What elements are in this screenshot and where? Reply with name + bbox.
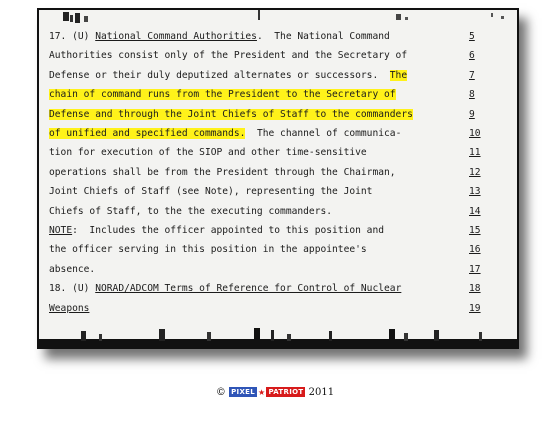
line-text-segment: the officer serving in this position in the appointee's (49, 244, 367, 256)
copyright-notice (0, 387, 550, 398)
pixel-patriot-logo-part-b: PATRIOT (268, 388, 304, 396)
highlighted-text: Defense and through the Joint Chiefs of Staff to the commanders (49, 108, 413, 120)
line-text-segment: Weapons (49, 302, 90, 314)
logo-star-icon: ★ (257, 388, 266, 397)
line-number: 5 (469, 31, 475, 42)
line-number: 13 (469, 186, 481, 198)
line-number: 16 (469, 244, 481, 256)
line-text-segment: NORAD/ADCOM Terms of Reference for Control of Nuclear (95, 283, 402, 295)
pixel-patriot-logo-part-a: PIXEL (231, 388, 255, 396)
document-line (49, 66, 449, 85)
document-line (49, 105, 449, 124)
document-line (49, 182, 449, 201)
document-line (49, 163, 449, 182)
line-text-segment: absence. (49, 263, 96, 275)
document-line (49, 27, 449, 46)
line-number: 8 (469, 89, 475, 101)
line-text-segment: The channel of communica- (245, 128, 402, 139)
line-number: 17 (469, 263, 481, 275)
line-text-segment: NOTE (49, 225, 73, 236)
document-line (49, 260, 449, 279)
document-line (49, 124, 449, 143)
line-number: 19 (469, 302, 481, 314)
line-text-segment: Joint Chiefs of Staff (see Note), representing the Joint (49, 186, 373, 198)
line-number: 15 (469, 225, 481, 236)
copyright-year: 2011 (308, 387, 335, 398)
highlighted-text: of unified and specified commands. (49, 128, 246, 139)
line-text-segment: . The National Command (256, 31, 390, 42)
document-line (49, 279, 449, 298)
document-line (49, 46, 449, 65)
document-line (49, 299, 449, 318)
line-text-segment: tion for execution of the SIOP and other time-sensitive (49, 147, 367, 159)
highlighted-text: chain of command runs from the President to the Secretary of (49, 89, 396, 101)
line-text-segment: Authorities consist only of the President and the Secretary of (49, 50, 408, 62)
document-line (49, 221, 449, 240)
line-number: 12 (469, 166, 481, 178)
bottom-scan-artifacts (39, 325, 517, 347)
line-number: 6 (469, 50, 475, 62)
document-line (49, 240, 449, 259)
line-number: 9 (469, 108, 475, 120)
line-text-segment: 17. (U) (49, 31, 96, 42)
line-text-segment: : Includes the officer appointed to this position and (72, 225, 385, 236)
document-line (49, 85, 449, 104)
scanned-document-page (37, 8, 519, 349)
line-text-segment: Defense or their duly deputized alternates or successors. (49, 69, 390, 81)
top-scan-artifacts (39, 10, 517, 28)
line-text-segment: operations shall be from the President through the Chairman, (49, 166, 396, 178)
line-text-segment: Chiefs of Staff, to the the executing commanders. (49, 205, 333, 217)
line-number: 7 (469, 69, 475, 81)
line-text-segment: National Command Authorities (95, 31, 257, 42)
document-line (49, 143, 449, 162)
line-number: 18 (469, 283, 481, 295)
line-number: 11 (469, 147, 481, 159)
copyright-symbol: © (215, 387, 226, 398)
line-number: 14 (469, 205, 481, 217)
line-number: 10 (469, 128, 481, 139)
highlighted-text: The (389, 69, 408, 81)
line-text-segment: 18. (U) (49, 283, 96, 295)
document-line (49, 202, 449, 221)
